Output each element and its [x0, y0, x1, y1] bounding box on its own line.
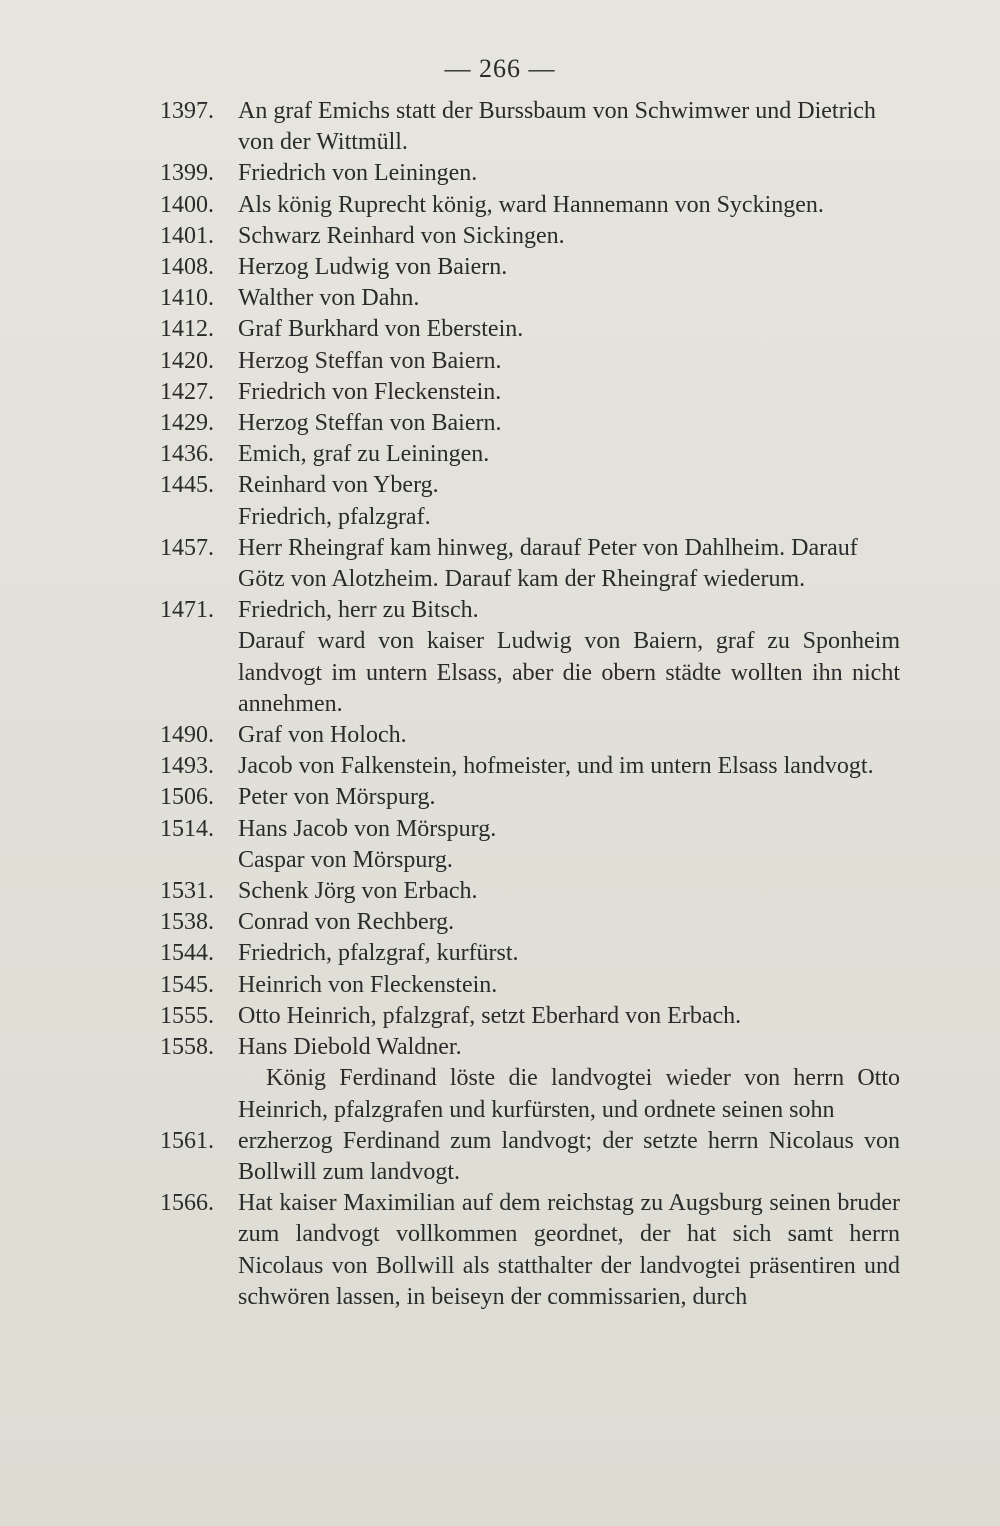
list-item — [160, 907, 900, 938]
list-item — [160, 1063, 900, 1125]
list-item — [160, 190, 900, 221]
paragraph-text — [238, 1063, 900, 1125]
entry-year: 1436. — [160, 441, 214, 468]
entry-year: 1506. — [160, 784, 214, 811]
list-item — [160, 96, 900, 158]
paragraph-text: erzherzog Ferdinand zum landvogt; der setzte herrn Nicolaus von Bollwill zum landvogt. — [238, 1127, 900, 1185]
entry-text: Graf Burkhard von Eberstein. — [238, 316, 524, 343]
list-item — [160, 439, 900, 470]
list-item — [160, 845, 900, 876]
entry-year: 1538. — [160, 909, 214, 936]
entry-text: Friedrich von Fleckenstein. — [238, 378, 502, 405]
entry-text: Jacob von Falkenstein, hofmeister, und im untern Elsass landvogt. — [238, 753, 874, 780]
entry-year: 1471. — [160, 597, 214, 624]
entry-text: An graf Emichs statt der Burssbaum von Schwimwer und Dietrich von der Wittmüll. — [238, 98, 876, 156]
list-item — [160, 782, 900, 813]
list-item — [160, 938, 900, 969]
list-item — [160, 1032, 900, 1063]
list-item — [160, 1126, 900, 1188]
entry-text: Friedrich, pfalzgraf, kurfürst. — [238, 940, 519, 967]
entry-year: 1531. — [160, 878, 214, 905]
list-item — [160, 158, 900, 189]
entry-text: Darauf ward von kaiser Ludwig von Baiern, graf zu Sponheim landvogt im untern Elsass, aber die obern städte wollten ihn nicht annehmen. — [238, 628, 900, 717]
list-item — [160, 377, 900, 408]
list-item — [160, 814, 900, 845]
chronicle-list — [160, 96, 900, 1313]
list-item — [160, 283, 900, 314]
list-item — [160, 970, 900, 1001]
entry-text: Schenk Jörg von Erbach. — [238, 878, 478, 905]
entry-year: 1514. — [160, 815, 214, 842]
entry-year: 1493. — [160, 753, 214, 780]
list-item — [160, 876, 900, 907]
entry-year: 1401. — [160, 222, 214, 249]
list-item — [160, 720, 900, 751]
entry-year: 1558. — [160, 1034, 214, 1061]
entry-year: 1408. — [160, 254, 214, 281]
entry-year: 1445. — [160, 472, 214, 499]
entry-text: Herzog Steffan von Baiern. — [238, 410, 502, 437]
entry-year: 1427. — [160, 378, 214, 405]
list-item — [160, 470, 900, 501]
list-item — [160, 252, 900, 283]
list-item — [160, 408, 900, 439]
entry-year: 1555. — [160, 1002, 214, 1029]
entry-year: 1410. — [160, 285, 214, 312]
page-number: — 266 — — [444, 54, 556, 83]
paragraph-line: König Ferdinand löste die landvogtei wieder von herrn Otto Heinrich, pfalzgrafen und kurfürsten, und ordnete seinen sohn — [238, 1065, 900, 1123]
entry-text: Herr Rheingraf kam hinweg, darauf Peter von Dahlheim. Darauf Götz von Alotzheim. Darauf kam der Rheingraf wiederum. — [238, 534, 858, 593]
entry-year: 1397. — [160, 98, 214, 124]
entry-text: Hans Diebold Waldner. — [238, 1034, 462, 1061]
entry-year: 1429. — [160, 410, 214, 437]
entry-text: Friedrich, herr zu Bitsch. — [238, 597, 479, 624]
entry-text: Friedrich von Leiningen. — [238, 160, 478, 187]
list-item — [160, 221, 900, 252]
entry-text: Emich, graf zu Leiningen. — [238, 441, 490, 468]
entry-text: Hat kaiser Maximilian auf dem reichstag zu Augsburg seinen bruder zum landvogt vollkommen geordnet, der hat sich samt herrn Nicolaus von Bollwill als statthalter der landvogtei präsentiren und schwören lassen, in beiseyn der commissarien, durch — [238, 1190, 900, 1310]
entry-text: Peter von Mörspurg. — [238, 784, 436, 811]
entry-text: Herzog Steffan von Baiern. — [238, 347, 502, 374]
entry-text: Walther von Dahn. — [238, 285, 420, 312]
entry-text: Reinhard von Yberg. — [238, 472, 439, 499]
list-item — [160, 595, 900, 626]
entry-text: Friedrich, pfalzgraf. — [238, 503, 431, 530]
entry-text: Graf von Holoch. — [238, 722, 407, 749]
entry-year: 1544. — [160, 940, 214, 967]
entry-text: Otto Heinrich, pfalzgraf, setzt Eberhard von Erbach. — [238, 1002, 742, 1029]
entry-text: Hans Jacob von Mörspurg. — [238, 815, 497, 842]
entry-text: Als könig Ruprecht könig, ward Hannemann von Syckingen. — [238, 191, 824, 218]
list-item — [160, 314, 900, 345]
entry-year: 1412. — [160, 316, 214, 343]
entry-year: 1400. — [160, 191, 214, 218]
list-item — [160, 626, 900, 720]
entry-text: Schwarz Reinhard von Sickingen. — [238, 222, 565, 249]
entry-year: 1561. — [160, 1127, 214, 1154]
entry-year: 1399. — [160, 160, 214, 187]
entry-text: Herzog Ludwig von Baiern. — [238, 254, 508, 281]
entry-year: 1566. — [160, 1190, 214, 1217]
entry-year: 1490. — [160, 722, 214, 749]
list-item — [160, 533, 900, 595]
list-item — [160, 1001, 900, 1032]
entry-year: 1420. — [160, 347, 214, 374]
entry-year: 1457. — [160, 534, 214, 561]
entry-year: 1545. — [160, 971, 214, 998]
list-item — [160, 502, 900, 533]
entry-text: Conrad von Rechberg. — [238, 909, 455, 936]
entry-text: Caspar von Mörspurg. — [238, 846, 453, 873]
list-item — [160, 1188, 900, 1313]
list-item — [160, 346, 900, 377]
entry-text: Heinrich von Fleckenstein. — [238, 971, 498, 998]
list-item — [160, 751, 900, 782]
